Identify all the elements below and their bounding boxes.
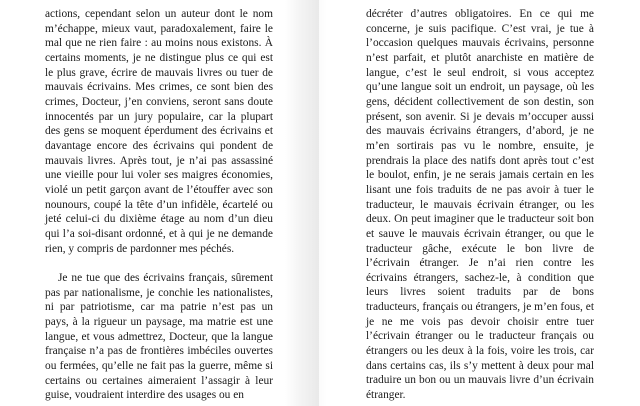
left-page[interactable] (0, 0, 319, 406)
right-page-text (366, 7, 594, 403)
paragraph: Je ne tue que des écrivains français, sûrement pas par nationalisme, je conchie les nationalistes, ni par patriotisme, car ma patrie n’est pas un pays, à la rigueur un paysage, ma matrie est une langue, et vous admettrez, Docteur, que la langue française n’a pas de frontières imbéciles ouvertes ou fermées, qu’elle ne fait pas la guerre, même si certains ou certaines aimeraient l’assagir à leur guise, voudraient interdire des usages ou en (45, 272, 273, 402)
right-page[interactable] (319, 0, 640, 406)
left-page-text (45, 7, 273, 403)
paragraph: actions, cependant selon un auteur dont le nom m’échappe, mieux vaut, paradoxalement, faire le mal que ne rien faire : au moins nous existons. À certains moments, je ne distingue plus ce qui est le plus grave, écrire de mauvais livres ou tuer de mauvais écrivains. Mes crimes, ce sont bien des crimes, Docteur, j’en conviens, seront sans doute innocentés par un jury populaire, car la plupart des gens se moquent éperdument des écrivains et davantage encore des écrivains qui pondent de mauvais livres. Après tout, je n’ai pas assassiné une vieille pour lui voler ses maigres économies, violé un petit garçon avant de l’étouffer avec son nounours, coupé la tête d’un infidèle, écartelé ou jeté celui-ci du dixième étage au nom d’un dieu qui l’a soi-disant ordonné, et à qui je ne demande rien, y compris de pardonner mes péchés. (45, 8, 273, 255)
paragraph: décréter d’autres obligatoires. En ce qui me concerne, je suis pacifique. C’est vrai, je tue à l’occasion quelques mauvais écrivains, personne n’est parfait, et plutôt anarchiste en matière de langue, c’est le seul endroit, si vous acceptez qu’une langue soit un endroit, un paysage, où les gens, décident collectivement de son destin, son présent, son avenir. Si je devais m’occuper aussi des mauvais écrivains étrangers, d’abord, je ne m’en sortirais pas vu le nombre, ensuite, je prendrais la place des natifs dont après tout c’est le boulot, enfin, je ne serais jamais certain en les lisant une fois traduits de ne pas avoir à tuer le traducteur, le mauvais écrivain étranger, ou les deux. On peut imaginer que le traducteur soit bon et sauve le mauvais écrivain étranger, ou que le traducteur gâche, exécute le bon livre de l’écrivain étranger. Je n’ai rien contre les écrivains étrangers, sachez-le, à condition que leurs livres soient traduits par de bons traducteurs, français ou étrangers, je m’en fous, et je ne me vois pas devoir choisir entre tuer l’écrivain étranger ou le traducteur français ou étrangers ou les deux à la fois, voire les trois, car dans certains cas, ils s’y mettent à deux pour mal traduire un bon ou un mauvais livre d’un écrivain étranger. (366, 8, 594, 402)
